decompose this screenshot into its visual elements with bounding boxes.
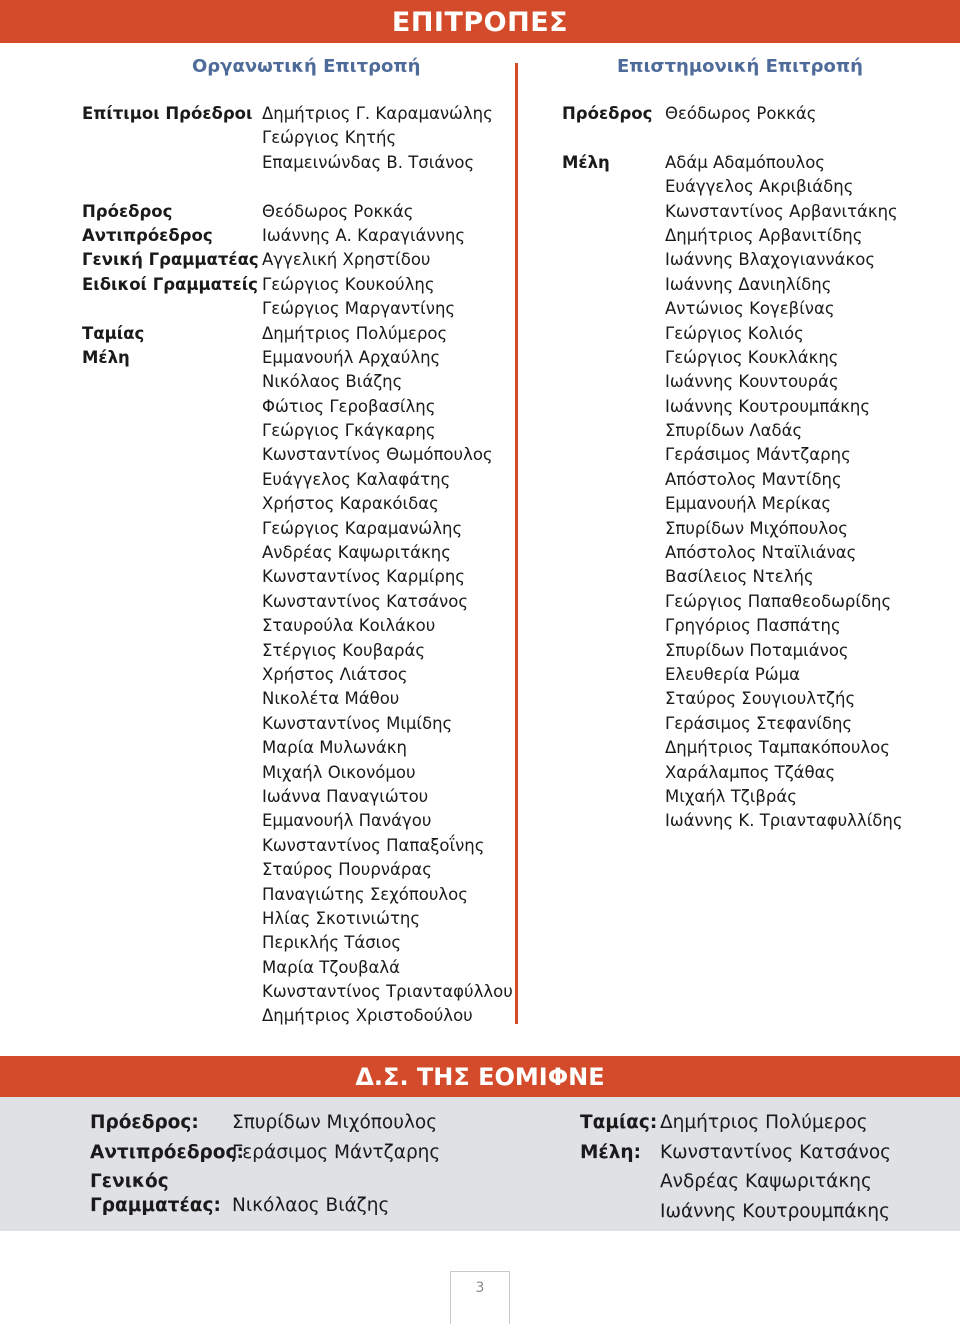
name-item: Ιωάννα Παναγιώτου bbox=[262, 786, 429, 806]
role-special-secretaries: Ειδικοί Γραμματείς bbox=[82, 274, 258, 294]
name-item: Γεώργιος Γκάγκαρης bbox=[262, 421, 436, 441]
column-divider bbox=[515, 63, 518, 1024]
role-treasurer: Ταμίας bbox=[82, 323, 145, 343]
name-item: Δημήτριος Ταμπακόπουλος bbox=[665, 738, 890, 758]
name-item: Ευάγγελος Καλαφάτης bbox=[262, 469, 451, 489]
name-item: Γεώργιος Κητής bbox=[262, 128, 397, 148]
board-name-vice-president: Γεράσιμος Μάντζαρης bbox=[232, 1141, 441, 1163]
board-panel bbox=[0, 1097, 960, 1231]
page-number: 3 bbox=[450, 1271, 510, 1324]
name-item: Ιωάννης Κ. Τριανταφυλλίδης bbox=[665, 811, 903, 831]
name-item: Ευάγγελος Ακριβιάδης bbox=[665, 177, 854, 197]
board-role-members: Μέλη: bbox=[580, 1141, 641, 1163]
name-item: Γεώργιος Μαργαντίνης bbox=[262, 299, 456, 319]
organizing-names-list bbox=[262, 102, 513, 1029]
name-item: Ιωάννης Κουντουράς bbox=[665, 372, 839, 392]
role-president: Πρόεδρος bbox=[82, 201, 173, 221]
name-item: Κωνσταντίνος Τριανταφύλλου bbox=[262, 982, 513, 1002]
name-item: Ιωάννης Α. Καραγιάννης bbox=[262, 225, 466, 245]
spacer bbox=[262, 175, 513, 199]
name-item: Απόστολος Νταϊλιάνας bbox=[665, 543, 857, 563]
name-item: Σπυρίδων Λαδάς bbox=[665, 421, 803, 441]
name-item: Κωνσταντίνος Παπαξοΐνης bbox=[262, 835, 485, 855]
name-item: Ελευθερία Ρώμα bbox=[665, 664, 800, 684]
board-role-general-secretary-line1: Γενικός bbox=[90, 1171, 169, 1192]
name-item: Σταυρούλα Κοιλάκου bbox=[262, 616, 436, 636]
board-role-treasurer: Ταμίας: bbox=[580, 1112, 658, 1133]
name-item: Δημήτριος Αρβανιτίδης bbox=[665, 225, 863, 245]
name-item: Σταύρος Πουρνάρας bbox=[262, 860, 432, 880]
name-item: Κωνσταντίνος Θωμόπουλος bbox=[262, 445, 493, 465]
name-item: Στέργιος Κουβαράς bbox=[262, 640, 426, 660]
name-item: Επαμεινώνδας Β. Τσιάνος bbox=[262, 152, 475, 172]
name-item: Γεώργιος Κολιός bbox=[665, 323, 804, 343]
name-item: Κωνσταντίνος Αρβανιτάκης bbox=[665, 201, 898, 221]
name-item: Γεώργιος Κουκούλης bbox=[262, 274, 435, 294]
name-item: Κωνσταντίνος Κατσάνος bbox=[262, 591, 469, 611]
name-item: Εμμανουήλ Αρχαύλης bbox=[262, 347, 441, 367]
name-item: Περικλής Τάσιος bbox=[262, 933, 402, 953]
name-item: Γεώργιος Παπαθεοδωρίδης bbox=[665, 591, 892, 611]
name-item: Εμμανουήλ Μερίκας bbox=[665, 494, 832, 514]
organizing-committee-title: Οργανωτική Επιτροπή bbox=[192, 56, 421, 77]
board-name-general-secretary: Νικόλαος Βιάζης bbox=[232, 1194, 390, 1216]
board-name-treasurer: Δημήτριος Πολύμερος bbox=[660, 1112, 868, 1133]
name-item: Χρήστος Λιάτσος bbox=[262, 664, 408, 684]
page-title: ΕΠΙΤΡΟΠΕΣ bbox=[0, 0, 960, 43]
name-item: Εμμανουήλ Πανάγου bbox=[262, 811, 432, 831]
board-name-member: Ιωάννης Κουτρουμπάκης bbox=[660, 1200, 890, 1222]
name-item: Αντώνιος Κογεβίνας bbox=[665, 299, 835, 319]
name-item: Βασίλειος Ντελής bbox=[665, 567, 814, 587]
name-item: Δημήτριος Γ. Καραμανώλης bbox=[262, 104, 493, 123]
role-general-secretary: Γενική Γραμματέας bbox=[82, 250, 259, 270]
name-item: Ηλίας Σκοτινιώτης bbox=[262, 908, 421, 928]
role-scientific-president: Πρόεδρος bbox=[562, 104, 653, 123]
name-item: Σταύρος Σουγιουλτζής bbox=[665, 689, 856, 709]
name-item: Γεράσιμος Μάντζαρης bbox=[665, 445, 851, 465]
name-item: Κωνσταντίνος Μιμίδης bbox=[262, 713, 453, 733]
name-item: Γεράσιμος Στεφανίδης bbox=[665, 713, 853, 733]
spacer bbox=[665, 126, 903, 150]
name-item: Δημήτριος Χριστοδούλου bbox=[262, 1006, 473, 1026]
name-item: Θεόδωρος Ροκκάς bbox=[262, 201, 414, 221]
role-members: Μέλη bbox=[82, 348, 130, 367]
name-item: Απόστολος Μαντίδης bbox=[665, 469, 842, 489]
name-item: Γεώργιος Κουκλάκης bbox=[665, 347, 839, 367]
board-role-general-secretary-line2: Γραμματέας: bbox=[90, 1194, 221, 1216]
name-item: Νικόλαος Βιάζης bbox=[262, 372, 403, 392]
name-item: Μαρία Τζουβαλά bbox=[262, 957, 401, 977]
role-honorary-presidents: Επίτιμοι Πρόεδροι bbox=[82, 104, 253, 123]
name-item: Γεώργιος Καραμανώλης bbox=[262, 518, 463, 538]
name-item: Ιωάννης Δανιηλίδης bbox=[665, 274, 832, 294]
name-item: Κωνσταντίνος Καρμίρης bbox=[262, 567, 465, 587]
name-item: Δημήτριος Πολύμερος bbox=[262, 323, 448, 343]
name-item: Ιωάννης Βλαχογιαννάκος bbox=[665, 250, 876, 270]
board-name-member: Κωνσταντίνος Κατσάνος bbox=[660, 1141, 892, 1163]
scientific-committee-title: Επιστημονική Επιτροπή bbox=[617, 56, 863, 77]
board-role-president: Πρόεδρος: bbox=[90, 1112, 199, 1133]
role-vice-president: Αντιπρόεδρος bbox=[82, 226, 213, 245]
name-item: Χρήστος Καρακόιδας bbox=[262, 494, 439, 514]
name-item: Ιωάννης Κουτρουμπάκης bbox=[665, 396, 871, 416]
name-item: Μαρία Μυλωνάκη bbox=[262, 738, 407, 758]
name-item: Μιχαήλ Τζιβράς bbox=[665, 786, 797, 806]
name-item: Σπυρίδων Ποταμιάνος bbox=[665, 640, 849, 660]
name-item: Αδάμ Αδαμόπουλος bbox=[665, 152, 825, 172]
name-item: Γρηγόριος Πασπάτης bbox=[665, 616, 841, 636]
role-scientific-members: Μέλη bbox=[562, 152, 610, 172]
name-item: Παναγιώτης Σεχόπουλος bbox=[262, 884, 468, 904]
board-title: Δ.Σ. ΤΗΣ ΕΟΜΙΦΝΕ bbox=[0, 1056, 960, 1097]
name-item: Νικολέτα Μάθου bbox=[262, 689, 400, 709]
name-item: Φώτιος Γεροβασίλης bbox=[262, 396, 436, 416]
name-item: Ανδρέας Καψωριτάκης bbox=[262, 543, 451, 563]
name-item: Θεόδωρος Ροκκάς bbox=[665, 104, 817, 123]
board-name-president: Σπυρίδων Μιχόπουλος bbox=[232, 1112, 438, 1133]
board-role-vice-president: Αντιπρόεδρος: bbox=[90, 1141, 244, 1163]
name-item: Αγγελική Χρηστίδου bbox=[262, 250, 431, 270]
name-item: Σπυρίδων Μιχόπουλος bbox=[665, 518, 848, 538]
board-name-member: Ανδρέας Καψωριτάκης bbox=[660, 1171, 872, 1192]
scientific-names-list bbox=[665, 102, 903, 834]
name-item: Μιχαήλ Οικονόμου bbox=[262, 762, 416, 782]
name-item: Χαράλαμπος Τζάθας bbox=[665, 762, 836, 782]
